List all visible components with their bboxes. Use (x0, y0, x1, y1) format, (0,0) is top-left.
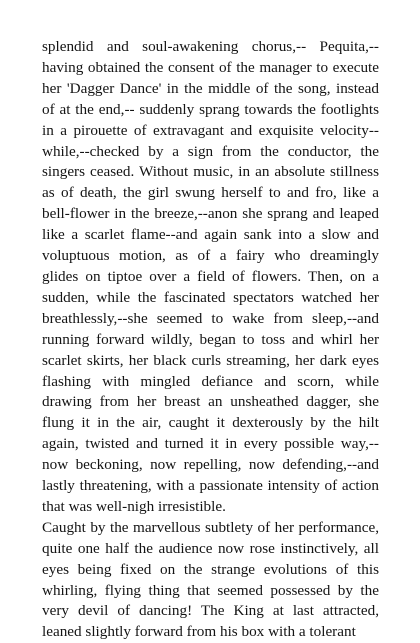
paragraph-dagger-dance: splendid and soul-awakening chorus,-- Pequita,--having obtained the consent of the manager to execute her 'Dagger Dance' in the middle of the song, instead of at the end,-- suddenly sprang towards the footlights in a pirouette of extravagant and exquisite velocity--while,--checked by a sign from the conductor, the singers ceased. Without music, in an absolute stillness as of death, the girl swung herself to and fro, like a bell-flower in the breeze,--anon she sprang and leaped like a scarlet flame--and again sank into a slow and voluptuous motion, as of a fairy who dreamingly glides on tiptoe over a field of flowers. Then, on a sudden, while the fascinated spectators watched her breathlessly,--she seemed to wake from sleep,--and running forward wildly, began to toss and whirl her scarlet skirts, her black curls streaming, her dark eyes flashing with mingled defiance and scorn, while drawing from her breast an unsheathed dagger, she flung it in the air, caught it dexterously by the hilt again, twisted and turned it in every possible way,--now beckoning, now repelling, now defending,--and lastly threatening, with a passionate intensity of action that was well-nigh irresistible. (42, 38, 379, 515)
body-text (42, 37, 379, 643)
paragraph-audience-reaction: Caught by the marvellous subtlety of her performance, quite one half the audience now rose instinctively, all eyes being fixed on the strange evolutions of this whirling, flying thing that seemed possessed by the very devil of dancing! The King at last attracted, leaned slightly forward from his box with a tolerant (42, 518, 379, 641)
